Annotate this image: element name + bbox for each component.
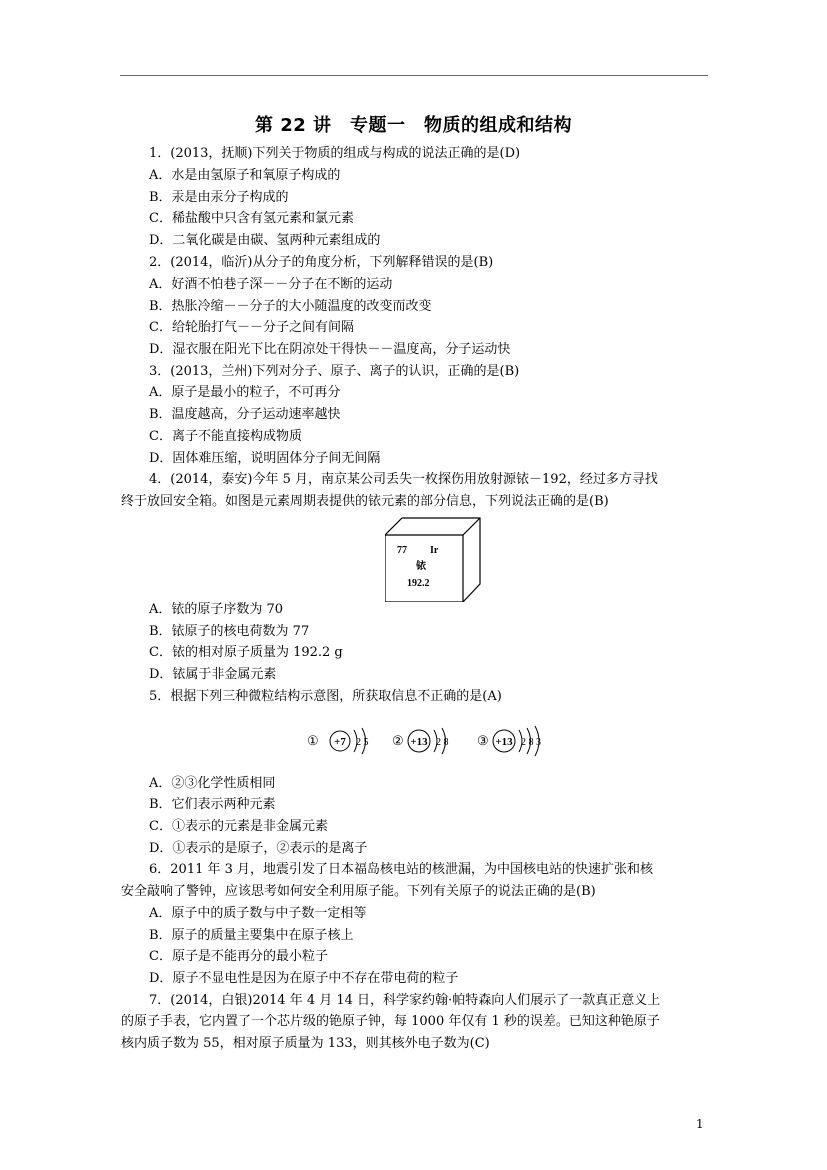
atom-2-label: ② [392, 733, 404, 748]
element-name: 铱 [416, 561, 426, 572]
question-3-option: B．温度越高，分子运动速率越快 [149, 407, 341, 422]
question-3-option: C．离子不能直接构成物质 [149, 429, 302, 444]
question-7-cont: 核内质子数为 55，相对原子质量为 133，则其核外电子数为(C) [121, 1036, 490, 1051]
question-5-option: A．②③化学性质相同 [149, 776, 276, 791]
atomic-number: 77 [397, 545, 407, 556]
question-2-option: D．湿衣服在阳光下比在阴凉处干得快－－温度高，分子运动快 [149, 342, 511, 357]
question-1-option: B．汞是由汞分子构成的 [149, 190, 289, 205]
question-4-cont: 终于放回安全箱。如图是元素周期表提供的铱元素的部分信息，下列说法正确的是(B) [121, 494, 609, 509]
atom-1-label: ① [307, 733, 319, 748]
question-1-option: D．二氧化碳是由碳、氢两种元素组成的 [149, 233, 381, 248]
question-3: 3．(2013，兰州)下列对分子、原子、离子的认识，正确的是(B) [149, 364, 520, 379]
question-3-option: D．固体难压缩，说明固体分子间无间隔 [149, 451, 381, 466]
question-4: 4．(2014，泰安)今年 5 月，南京某公司丢失一枚探伤用放射源铱－192，经过多方寻找 [149, 472, 658, 487]
question-5-option: D．①表示的是原子，②表示的是离子 [149, 841, 368, 856]
question-2: 2．(2014，临沂)从分子的角度分析，下列解释错误的是(B) [149, 255, 494, 270]
atom-3-nucleus: +13 [495, 736, 513, 748]
question-2-option: B．热胀冷缩－－分子的大小随温度的改变而改变 [149, 299, 432, 314]
question-7: 7．(2014，白银)2014 年 4 月 14 日，科学家约翰·帕特森向人们展示了一款真正意义上 [149, 993, 661, 1008]
question-5-option: C．①表示的元素是非金属元素 [149, 819, 328, 834]
question-5-option: B．它们表示两种元素 [149, 797, 276, 812]
iridium-element-card [385, 517, 481, 602]
atom-1-shells: 2 5 [356, 737, 369, 748]
question-6-option: A．原子中的质子数与中子数一定相等 [149, 906, 367, 921]
question-1-option: A．水是由氢原子和氧原子构成的 [149, 168, 341, 183]
atom-3-shells: 2 8 3 [521, 737, 541, 748]
element-symbol: Ir [430, 545, 439, 556]
question-1-option: C．稀盐酸中只含有氢元素和氯元素 [149, 211, 354, 226]
question-4-option: B．铱原子的核电荷数为 77 [149, 624, 310, 639]
question-4-option: C．铱的相对原子质量为 192.2 g [149, 645, 343, 660]
question-1: 1．(2013，抚顺)下列关于物质的组成与构成的说法正确的是(D) [149, 146, 521, 161]
question-2-option: A．好酒不怕巷子深－－分子在不断的运动 [149, 277, 393, 292]
question-5: 5．根据下列三种微粒结构示意图，所获取信息不正确的是(A) [149, 689, 502, 704]
question-3-option: A．原子是最小的粒子，不可再分 [149, 385, 341, 400]
question-6-option: D．原子不显电性是因为在原子中不存在带电荷的粒子 [149, 971, 459, 986]
atomic-mass: 192.2 [407, 578, 430, 589]
question-6-option: C．原子是不能再分的最小粒子 [149, 949, 328, 964]
question-6-option: B．原子的质量主要集中在原子核上 [149, 928, 354, 943]
atom-structure-diagrams [305, 724, 555, 760]
atom-1-nucleus: +7 [334, 736, 346, 748]
question-7-cont: 的原子手表，它内置了一个芯片级的铯原子钟，每 1000 年仅有 1 秒的误差。已知这种铯原子 [121, 1014, 660, 1029]
atom-2-nucleus: +13 [410, 736, 428, 748]
page-title: 第 22 讲 专题一 物质的组成和结构 [254, 115, 573, 136]
header-rule [120, 75, 708, 76]
atom-2-shells: 2 8 [436, 737, 449, 748]
atom-3-label: ③ [477, 733, 489, 748]
page-number: 1 [696, 1117, 704, 1131]
question-6-cont: 安全敲响了警钟，应该思考如何安全利用原子能。下列有关原子的说法正确的是(B) [121, 884, 596, 899]
question-4-option: D．铱属于非金属元素 [149, 667, 277, 682]
question-2-option: C．给轮胎打气－－分子之间有间隔 [149, 320, 354, 335]
question-6: 6．2011 年 3 月，地震引发了日本福岛核电站的核泄漏，为中国核电站的快速扩张和核 [149, 862, 654, 877]
question-4-option: A．铱的原子序数为 70 [149, 602, 284, 617]
